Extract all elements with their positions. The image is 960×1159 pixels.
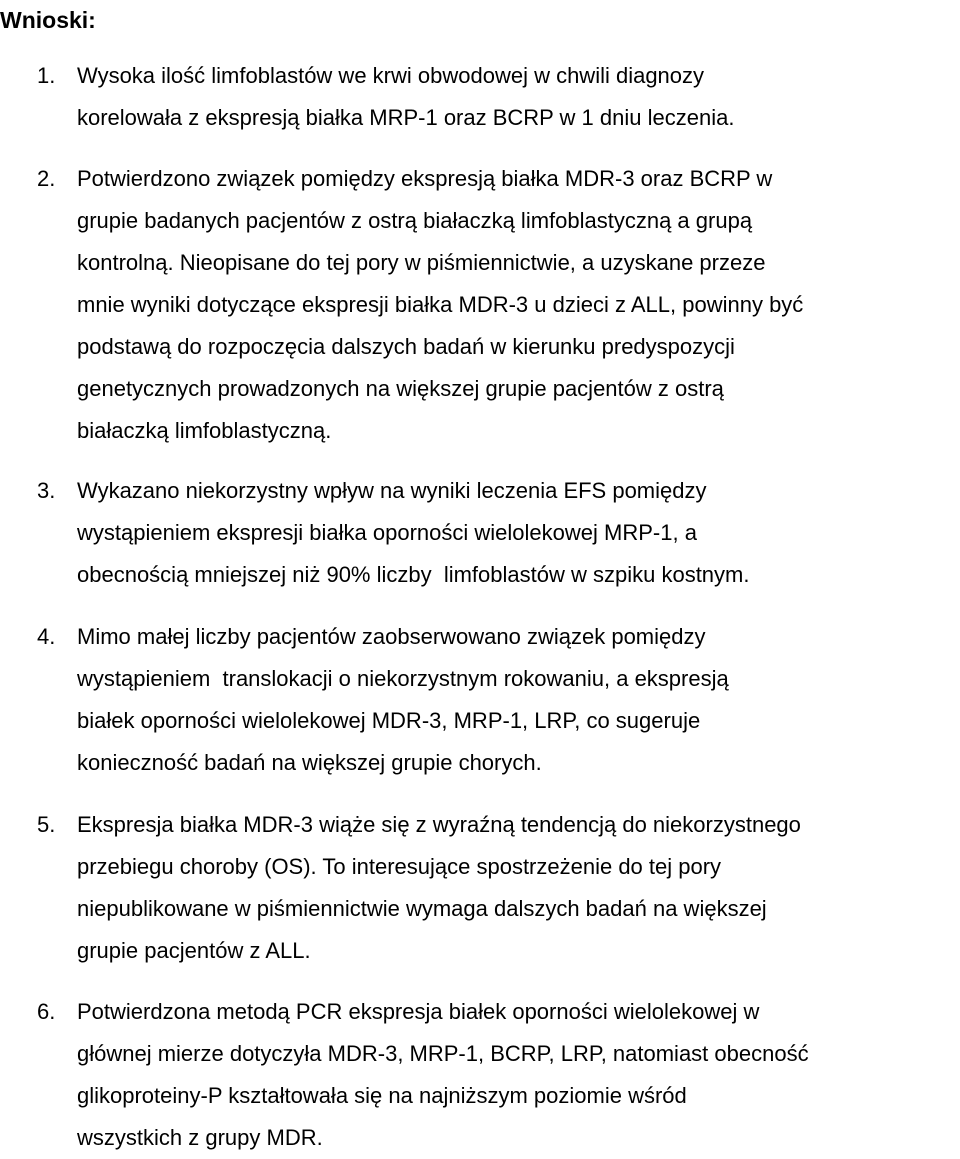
- item-number: 2.: [37, 166, 56, 191]
- item-text-line: Ekspresja białka MDR-3 wiąże się z wyraźną tendencją do niekorzystnego: [77, 812, 801, 837]
- item-text-line: obecnością mniejszej niż 90% liczby limfoblastów w szpiku kostnym.: [77, 562, 750, 587]
- item-number: 5.: [37, 812, 56, 837]
- item-number: 3.: [37, 478, 56, 503]
- item-number: 1.: [37, 63, 56, 88]
- item-text-line: wystąpieniem translokacji o niekorzystnym rokowaniu, a ekspresją: [77, 666, 729, 691]
- item-text-line: niepublikowane w piśmiennictwie wymaga dalszych badań na większej: [77, 896, 767, 921]
- item-text-line: Wysoka ilość limfoblastów we krwi obwodowej w chwili diagnozy: [77, 63, 705, 88]
- item-text-line: korelowała z ekspresją białka MRP-1 oraz BCRP w 1 dniu leczenia.: [77, 105, 735, 130]
- item-text-line: wystąpieniem ekspresji białka oporności wielolekowej MRP-1, a: [77, 520, 697, 545]
- item-text-line: Mimo małej liczby pacjentów zaobserwowano związek pomiędzy: [77, 624, 706, 649]
- item-text-line: przebiegu choroby (OS). To interesujące spostrzeżenie do tej pory: [77, 854, 722, 879]
- item-text-line: konieczność badań na większej grupie chorych.: [77, 750, 542, 775]
- conclusions-heading: Wnioski:: [0, 7, 96, 33]
- item-text-line: Potwierdzono związek pomiędzy ekspresją białka MDR-3 oraz BCRP w: [77, 166, 773, 191]
- item-text-line: podstawą do rozpoczęcia dalszych badań w kierunku predyspozycji: [77, 334, 735, 359]
- item-text-line: genetycznych prowadzonych na większej grupie pacjentów z ostrą: [77, 376, 724, 401]
- item-text-line: Potwierdzona metodą PCR ekspresja białek oporności wielolekowej w: [77, 999, 760, 1024]
- item-text-line: kontrolną. Nieopisane do tej pory w piśmiennictwie, a uzyskane przeze: [77, 250, 766, 275]
- item-text-line: mnie wyniki dotyczące ekspresji białka MDR-3 u dzieci z ALL, powinny być: [77, 292, 804, 317]
- item-text-line: wszystkich z grupy MDR.: [77, 1125, 323, 1150]
- item-text-line: grupie pacjentów z ALL.: [77, 938, 311, 963]
- item-number: 6.: [37, 999, 56, 1024]
- item-text-line: glikoproteiny-P kształtowała się na najniższym poziomie wśród: [77, 1083, 687, 1108]
- item-text-line: białaczką limfoblastyczną.: [77, 418, 332, 443]
- item-text-line: grupie badanych pacjentów z ostrą białaczką limfoblastyczną a grupą: [77, 208, 753, 233]
- item-text-line: białek oporności wielolekowej MDR-3, MRP-1, LRP, co sugeruje: [77, 708, 701, 733]
- item-text-line: Wykazano niekorzystny wpływ na wyniki leczenia EFS pomiędzy: [77, 478, 707, 503]
- item-text-line: głównej mierze dotyczyła MDR-3, MRP-1, BCRP, LRP, natomiast obecność: [77, 1041, 809, 1066]
- item-number: 4.: [37, 624, 56, 649]
